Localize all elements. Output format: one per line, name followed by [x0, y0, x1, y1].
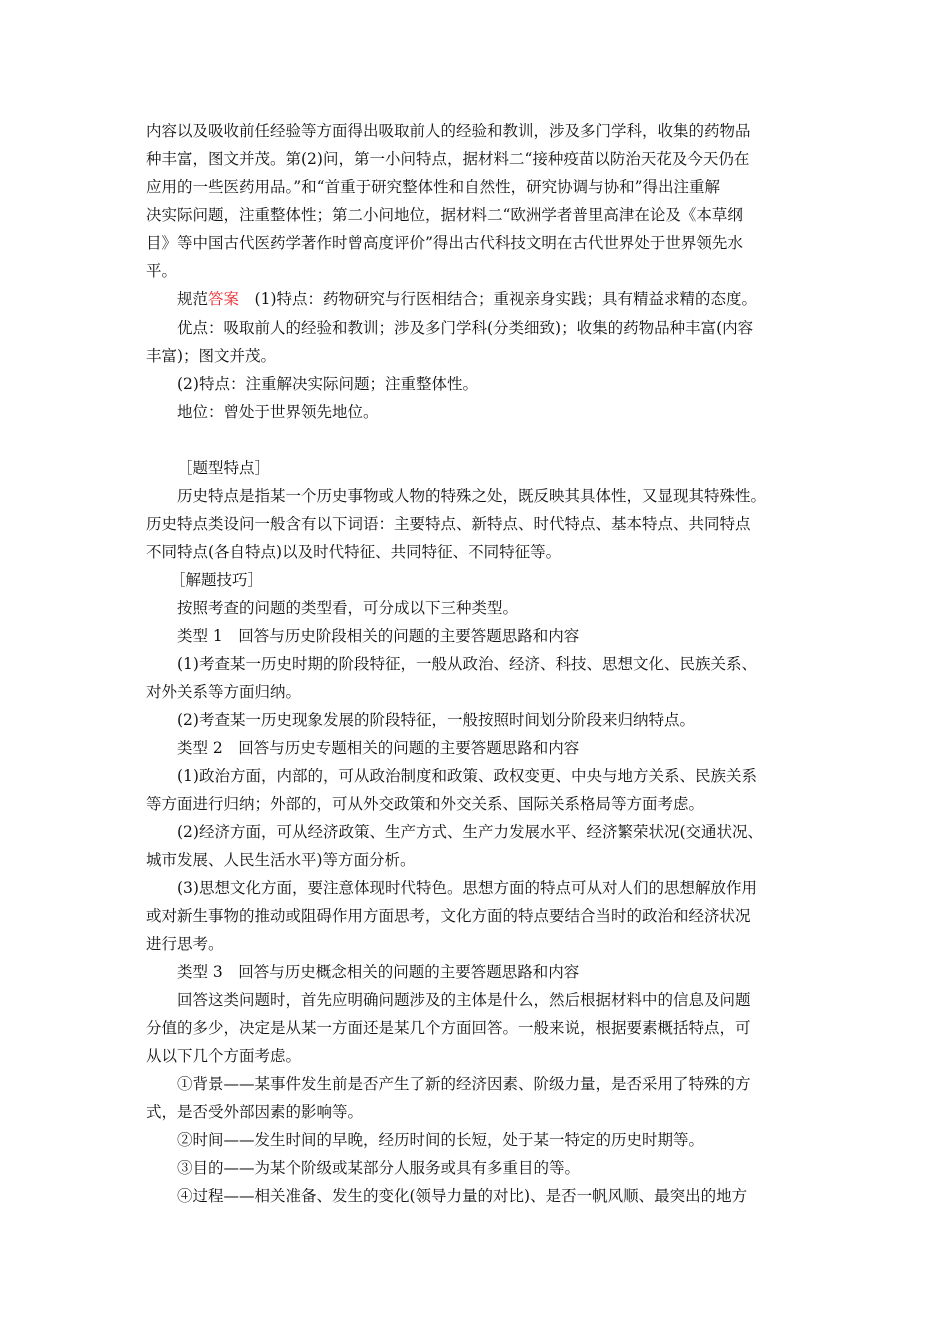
answer-highlight: 答案 — [208, 290, 240, 308]
paragraph-line: 历史特点是指某一个历史事物或人物的特殊之处，既反映其具体性，又显现其特殊性。 — [177, 487, 767, 505]
paragraph-line: 应用的一些医药用品。”和“首重于研究整体性和自然性，研究协调与协和”得出注重解 — [146, 178, 721, 196]
type-heading: 类型 2 回答与历史专题相关的问题的主要答题思路和内容 — [177, 739, 580, 757]
paragraph-line: 优点：吸取前人的经验和教训；涉及多门学科(分类细致)；收集的药物品种丰富(内容 — [177, 319, 754, 337]
paragraph-line: (2)经济方面，可从经济政策、生产方式、生产力发展水平、经济繁荣状况(交通状况、 — [177, 823, 764, 841]
factor-item: ④过程——相关准备、发生的变化(领导力量的对比)、是否一帆风顺、最突出的地方 — [177, 1187, 748, 1205]
paragraph-line: 或对新生事物的推动或阻碍作用方面思考，文化方面的特点要结合当时的政治和经济状况 — [146, 907, 751, 925]
paragraph-line: (1)考查某一历史时期的阶段特征，一般从政治、经济、科技、思想文化、民族关系、 — [177, 655, 757, 673]
answer-text: (1)特点：药物研究与行医相结合；重视亲身实践；具有精益求精的态度。 — [239, 290, 757, 308]
paragraph-line: 从以下几个方面考虑。 — [146, 1047, 302, 1065]
paragraph-line: (1)政治方面，内部的，可从政治制度和政策、政权变更、中央与地方关系、民族关系 — [177, 767, 757, 785]
answer-prefix: 规范 — [177, 290, 209, 308]
paragraph-line: 等方面进行归纳；外部的，可从外交政策和外交关系、国际关系格局等方面考虑。 — [146, 795, 705, 813]
factor-item: ①背景——某事件发生前是否产生了新的经济因素、阶级力量，是否采用了特殊的方 — [177, 1075, 751, 1093]
answer-line — [177, 288, 757, 310]
paragraph-line: 内容以及吸收前任经验等方面得出吸取前人的经验和教训，涉及多门学科，收集的药物品 — [146, 122, 751, 140]
paragraph-line: 平。 — [146, 262, 178, 280]
section-title: ［解题技巧］ — [170, 571, 264, 589]
paragraph-line: 按照考查的问题的类型看，可分成以下三种类型。 — [177, 599, 519, 617]
factor-item: ②时间——发生时间的早晚，经历时间的长短，处于某一特定的历史时期等。 — [177, 1131, 705, 1149]
paragraph-line: 地位：曾处于世界领先地位。 — [177, 403, 379, 421]
paragraph-line: (2)特点：注重解决实际问题；注重整体性。 — [177, 375, 478, 393]
section-title: ［题型特点］ — [177, 459, 271, 477]
factor-item: ③目的——为某个阶级或某部分人服务或具有多重目的等。 — [177, 1159, 581, 1177]
type-heading: 类型 1 回答与历史阶段相关的问题的主要答题思路和内容 — [177, 627, 580, 645]
paragraph-line: 历史特点类设问一般含有以下词语：主要特点、新特点、时代特点、基本特点、共同特点 — [146, 515, 751, 533]
paragraph-line: 分值的多少，决定是从某一方面还是某几个方面回答。一般来说，根据要素概括特点，可 — [146, 1019, 751, 1037]
type-heading: 类型 3 回答与历史概念相关的问题的主要答题思路和内容 — [177, 963, 580, 981]
paragraph-line: 丰富)；图文并茂。 — [146, 347, 277, 365]
paragraph-line: (2)考查某一历史现象发展的阶段特征，一般按照时间划分阶段来归纳特点。 — [177, 711, 695, 729]
paragraph-line: 式，是否受外部因素的影响等。 — [146, 1103, 364, 1121]
paragraph-line: (3)思想文化方面，要注意体现时代特色。思想方面的特点可从对人们的思想解放作用 — [177, 879, 757, 897]
paragraph-line: 进行思考。 — [146, 935, 224, 953]
paragraph-line: 回答这类问题时，首先应明确问题涉及的主体是什么，然后根据材料中的信息及问题 — [177, 991, 751, 1009]
paragraph-line: 不同特点(各自特点)以及时代特征、共同特征、不同特征等。 — [146, 543, 562, 561]
paragraph-line: 对外关系等方面归纳。 — [146, 683, 302, 701]
paragraph-line: 种丰富，图文并茂。第(2)问，第一小问特点，据材料二“接种疫苗以防治天花及今天仍在 — [146, 150, 750, 168]
paragraph-line: 目》等中国古代医药学著作时曾高度评价”得出古代科技文明在古代世界处于世界领先水 — [146, 234, 743, 252]
paragraph-line: 城市发展、人民生活水平)等方面分析。 — [146, 851, 416, 869]
paragraph-line: 决实际问题，注重整体性；第二小问地位，据材料二“欧洲学者普里高津在论及《本草纲 — [146, 206, 743, 224]
